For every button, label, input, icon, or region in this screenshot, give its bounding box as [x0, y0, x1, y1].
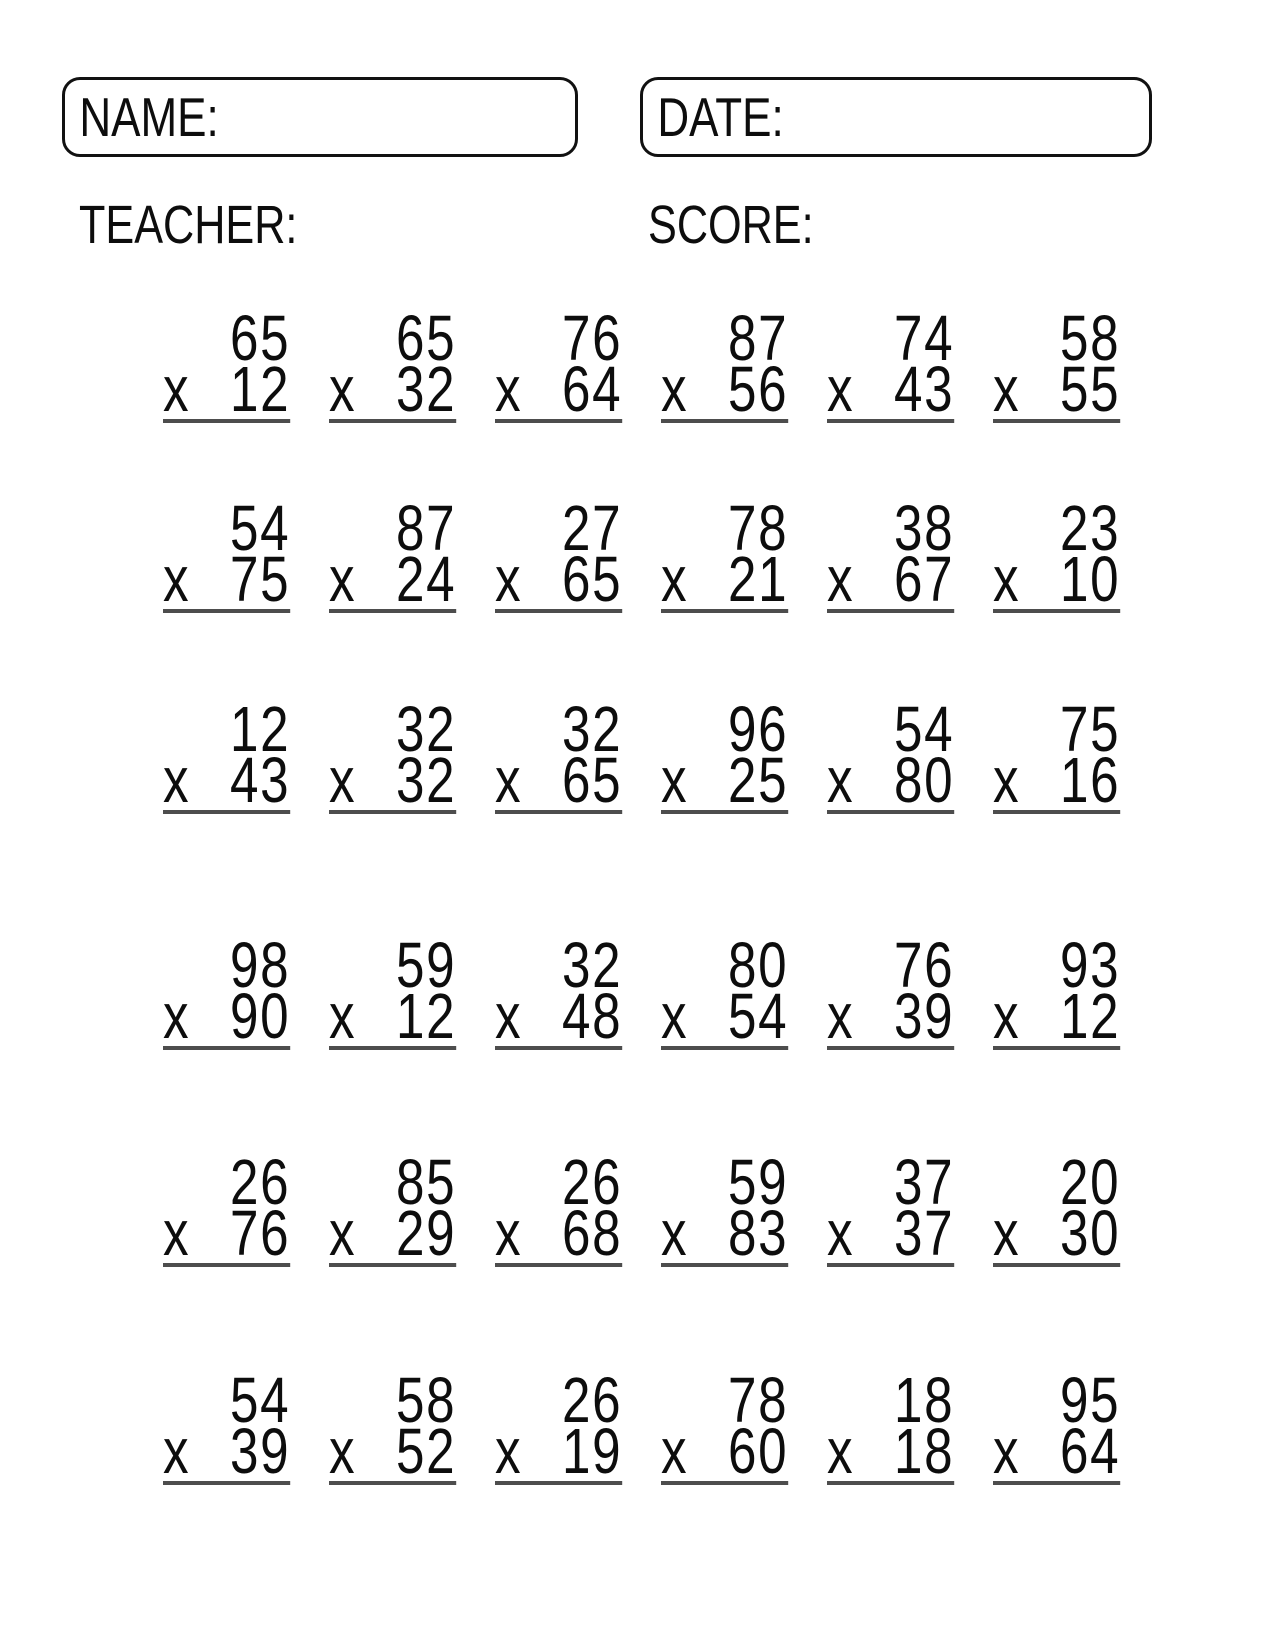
multiplicand: 78 [728, 492, 789, 564]
multiplicand: 38 [894, 492, 955, 564]
multiplication-problem [495, 492, 623, 615]
multiplier-line [661, 744, 789, 816]
multiplier-line [661, 353, 789, 425]
multiplicand: 54 [230, 492, 291, 564]
multiply-operator: x [495, 744, 523, 816]
multiply-operator: x [495, 543, 523, 615]
multiplicand: 93 [1060, 929, 1121, 1001]
multiplier: 64 [1060, 1415, 1121, 1487]
multiplier: 37 [894, 1197, 955, 1269]
multiplier-line [329, 1415, 457, 1487]
multiplicand: 12 [230, 693, 291, 765]
multiplicand: 76 [562, 302, 623, 374]
multiplicand: 76 [894, 929, 955, 1001]
multiplicand: 59 [396, 929, 457, 1001]
multiply-operator: x [329, 1415, 357, 1487]
multiply-operator: x [661, 543, 689, 615]
multiplier-line [661, 1415, 789, 1487]
multiplication-problem [661, 302, 789, 425]
multiplier: 54 [728, 980, 789, 1052]
multiplier: 29 [396, 1197, 457, 1269]
multiplication-problem [661, 1364, 789, 1487]
multiplication-problem [661, 492, 789, 615]
multiplicand: 58 [396, 1364, 457, 1436]
score-label: SCORE: [648, 195, 814, 255]
multiplication-problem [661, 1146, 789, 1269]
multiply-operator: x [661, 1415, 689, 1487]
multiplication-problem [993, 1364, 1121, 1487]
multiplier-line [329, 1197, 457, 1269]
multiply-operator: x [993, 980, 1021, 1052]
multiplier-line [661, 980, 789, 1052]
multiplication-problem [993, 929, 1121, 1052]
multiplier: 75 [230, 543, 291, 615]
multiplication-problem [495, 693, 623, 816]
multiply-operator: x [163, 543, 191, 615]
multiplier: 52 [396, 1415, 457, 1487]
multiplier-line [495, 980, 623, 1052]
multiplication-problem [827, 302, 955, 425]
multiplicand: 98 [230, 929, 291, 1001]
multiplier: 25 [728, 744, 789, 816]
multiplier: 60 [728, 1415, 789, 1487]
multiplier-line [329, 744, 457, 816]
score-input-area[interactable] [820, 190, 1120, 244]
multiplication-problem [163, 929, 291, 1052]
multiplication-problem [329, 302, 457, 425]
multiply-operator: x [827, 543, 855, 615]
multiplier-line [163, 744, 291, 816]
multiply-operator: x [661, 744, 689, 816]
multiplicand: 96 [728, 693, 789, 765]
multiplicand: 27 [562, 492, 623, 564]
multiplicand: 32 [396, 693, 457, 765]
multiplier: 68 [562, 1197, 623, 1269]
multiplier: 56 [728, 353, 789, 425]
multiplication-problem [827, 1364, 955, 1487]
multiplier-line [827, 1197, 955, 1269]
multiplicand: 26 [230, 1146, 291, 1218]
multiplication-problem [329, 1364, 457, 1487]
multiply-operator: x [163, 744, 191, 816]
multiplier: 43 [894, 353, 955, 425]
multiplication-problem [329, 693, 457, 816]
multiply-operator: x [827, 1197, 855, 1269]
multiplier-line [827, 980, 955, 1052]
multiplier-line [661, 1197, 789, 1269]
multiplier-line [661, 543, 789, 615]
multiplicand: 23 [1060, 492, 1121, 564]
multiplicand: 37 [894, 1146, 955, 1218]
multiply-operator: x [163, 980, 191, 1052]
multiplier: 39 [894, 980, 955, 1052]
multiplier: 12 [396, 980, 457, 1052]
multiplication-problem [495, 302, 623, 425]
multiplier-line [329, 353, 457, 425]
multiplicand: 32 [562, 929, 623, 1001]
multiplier-line [163, 543, 291, 615]
multiply-operator: x [827, 980, 855, 1052]
multiplicand: 26 [562, 1146, 623, 1218]
multiplicand: 80 [728, 929, 789, 1001]
multiplier: 12 [230, 353, 291, 425]
multiply-operator: x [163, 353, 191, 425]
multiplicand: 75 [1060, 693, 1121, 765]
multiplier-line [163, 1415, 291, 1487]
multiplication-problem [993, 492, 1121, 615]
multiplier-line [329, 980, 457, 1052]
multiplier: 16 [1060, 744, 1121, 816]
multiply-operator: x [495, 353, 523, 425]
multiplier-line [495, 1197, 623, 1269]
multiplicand: 87 [396, 492, 457, 564]
multiplier: 12 [1060, 980, 1121, 1052]
name-input-area[interactable] [257, 80, 575, 154]
multiply-operator: x [993, 353, 1021, 425]
multiplication-problem [993, 693, 1121, 816]
multiplicand: 85 [396, 1146, 457, 1218]
multiplier-line [163, 353, 291, 425]
multiplier: 30 [1060, 1197, 1121, 1269]
multiplier-line [495, 353, 623, 425]
multiplication-problem [661, 929, 789, 1052]
multiplier-line [993, 980, 1121, 1052]
multiplicand: 59 [728, 1146, 789, 1218]
multiplication-problem [163, 1364, 291, 1487]
multiplier-line [827, 353, 955, 425]
multiplier-line [993, 543, 1121, 615]
multiplicand: 65 [396, 302, 457, 374]
multiplicand: 54 [230, 1364, 291, 1436]
multiply-operator: x [495, 1197, 523, 1269]
multiplier-line [163, 980, 291, 1052]
multiplier: 43 [230, 744, 291, 816]
multiplier-line [993, 353, 1121, 425]
multiplier: 21 [728, 543, 789, 615]
multiply-operator: x [495, 1415, 523, 1487]
multiplier-line [163, 1197, 291, 1269]
multiplication-problem [495, 929, 623, 1052]
multiplier-line [495, 543, 623, 615]
multiplication-problem [495, 1364, 623, 1487]
multiplication-problem [329, 929, 457, 1052]
multiply-operator: x [993, 1197, 1021, 1269]
date-label: DATE: [657, 85, 784, 148]
multiplier-line [827, 744, 955, 816]
multiplicand: 58 [1060, 302, 1121, 374]
multiplication-problem [163, 1146, 291, 1269]
multiplication-problem [827, 492, 955, 615]
multiply-operator: x [329, 980, 357, 1052]
multiplier: 10 [1060, 543, 1121, 615]
multiplication-problem [163, 693, 291, 816]
multiply-operator: x [329, 744, 357, 816]
multiplicand: 87 [728, 302, 789, 374]
multiplier-line [993, 1415, 1121, 1487]
multiply-operator: x [329, 1197, 357, 1269]
multiplier-line [827, 1415, 955, 1487]
multiplier: 19 [562, 1415, 623, 1487]
multiplier-line [495, 1415, 623, 1487]
multiplier: 18 [894, 1415, 955, 1487]
multiplier: 67 [894, 543, 955, 615]
multiply-operator: x [993, 1415, 1021, 1487]
multiplier: 65 [562, 744, 623, 816]
multiplier: 83 [728, 1197, 789, 1269]
multiplier-line [827, 543, 955, 615]
multiplier: 90 [230, 980, 291, 1052]
name-field-box [62, 77, 578, 157]
multiplication-problem [329, 492, 457, 615]
multiplier: 80 [894, 744, 955, 816]
multiply-operator: x [827, 744, 855, 816]
teacher-label: TEACHER: [79, 195, 298, 255]
multiply-operator: x [661, 1197, 689, 1269]
multiply-operator: x [163, 1197, 191, 1269]
name-label: NAME: [79, 85, 219, 148]
multiplication-problem [827, 693, 955, 816]
multiplication-problem [163, 302, 291, 425]
date-field-box [640, 77, 1152, 157]
multiply-operator: x [993, 744, 1021, 816]
multiplier-line [993, 1197, 1121, 1269]
multiplier: 76 [230, 1197, 291, 1269]
multiplication-problem [495, 1146, 623, 1269]
multiplicand: 20 [1060, 1146, 1121, 1218]
multiplier-line [993, 744, 1121, 816]
multiplicand: 54 [894, 693, 955, 765]
multiply-operator: x [661, 980, 689, 1052]
multiplier-line [495, 744, 623, 816]
multiplier: 24 [396, 543, 457, 615]
multiplier: 65 [562, 543, 623, 615]
multiply-operator: x [495, 980, 523, 1052]
multiplication-problem [827, 929, 955, 1052]
multiplicand: 95 [1060, 1364, 1121, 1436]
date-input-area[interactable] [819, 80, 1149, 154]
multiplier: 48 [562, 980, 623, 1052]
multiplication-problem [661, 693, 789, 816]
multiplicand: 74 [894, 302, 955, 374]
teacher-input-area[interactable] [310, 190, 590, 244]
multiplier: 32 [396, 353, 457, 425]
multiply-operator: x [329, 543, 357, 615]
multiplication-problem [993, 302, 1121, 425]
multiplier: 64 [562, 353, 623, 425]
multiplier: 39 [230, 1415, 291, 1487]
multiplier: 55 [1060, 353, 1121, 425]
multiplier-line [329, 543, 457, 615]
multiplicand: 32 [562, 693, 623, 765]
multiply-operator: x [827, 353, 855, 425]
multiplier: 32 [396, 744, 457, 816]
multiplicand: 78 [728, 1364, 789, 1436]
multiply-operator: x [329, 353, 357, 425]
multiplicand: 65 [230, 302, 291, 374]
multiplication-problem [329, 1146, 457, 1269]
multiplication-problem [827, 1146, 955, 1269]
multiplicand: 26 [562, 1364, 623, 1436]
multiplication-problem [993, 1146, 1121, 1269]
multiply-operator: x [827, 1415, 855, 1487]
multiply-operator: x [163, 1415, 191, 1487]
multiplicand: 18 [894, 1364, 955, 1436]
multiply-operator: x [661, 353, 689, 425]
multiply-operator: x [993, 543, 1021, 615]
multiplication-problem [163, 492, 291, 615]
